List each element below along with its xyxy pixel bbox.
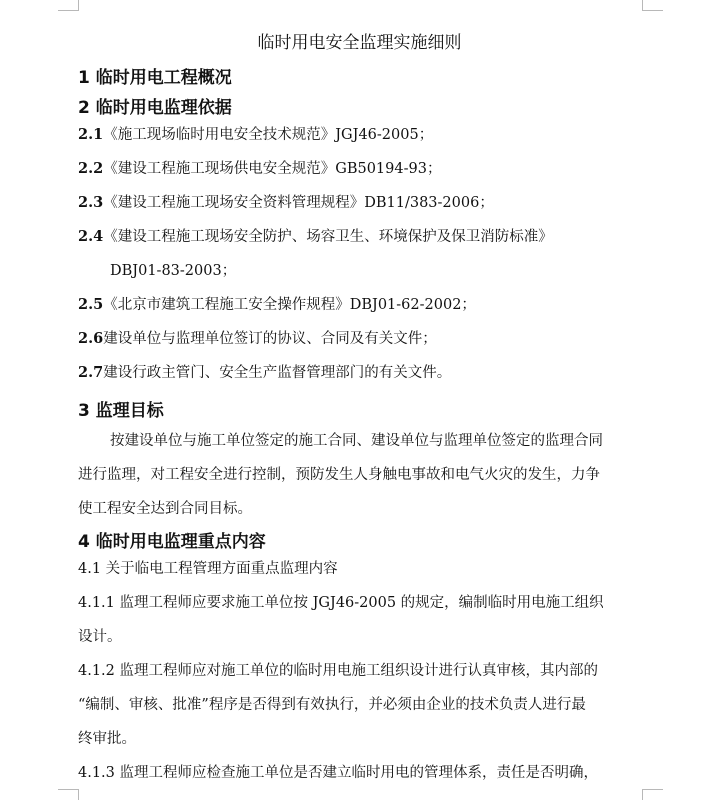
item-text: 《建设工程施工现场供电安全规范》GB50194-93； [103,161,442,177]
paragraph-line: 终审批。 [78,731,136,747]
item-number: 2.5 [78,296,104,313]
list-item [78,123,433,144]
item-text: 《建设工程施工现场安全资料管理规程》DB11/383-2006； [103,195,494,211]
list-item [78,225,553,246]
item-text: 建设行政主管门、安全生产监督管理部门的有关文件。 [103,365,452,381]
item-text: 建设单位与监理单位签订的协议、合同及有关文件； [103,331,437,347]
paragraph-line: 按建设单位与施工单位签定的施工合同、建设单位与监理单位签定的监理合同 [110,433,603,449]
page-corner-mark [58,789,79,800]
item-number: 2.7 [78,364,104,381]
item-number: 2.1 [78,126,104,143]
list-item [78,191,494,212]
section-heading-2: 2 临时用电监理依据 [78,98,232,118]
page-corner-mark [642,0,663,11]
paragraph-line: 进行监理，对工程安全进行控制，预防发生人身触电事故和电气火灾的发生，力争 [78,467,600,483]
item-text: DBJ01-83-2003； [110,263,237,279]
paragraph-line: 使工程安全达到合同目标。 [78,501,252,517]
paragraph-line: 4.1.1 监理工程师应要求施工单位按 JGJ46-2005 的规定，编制临时用电施工组织 [78,595,604,611]
list-item [78,361,451,382]
item-number: 2.3 [78,194,104,211]
page-corner-mark [58,0,79,11]
paragraph-line: 4.1.3 监理工程师应检查施工单位是否建立临时用电的管理体系，责任是否明确， [78,765,599,781]
paragraph-line: 设计。 [78,629,122,645]
item-number: 2.2 [78,160,104,177]
item-text: 《北京市建筑工程施工安全操作规程》DBJ01-62-2002； [103,297,476,313]
item-text: 《施工现场临时用电安全技术规范》JGJ46-2005； [103,127,434,143]
subsection-heading: 4.1 关于临电工程管理方面重点监理内容 [78,561,338,577]
list-item [78,327,437,348]
paragraph-line: “编制、审核、批准”程序是否得到有效执行，并必须由企业的技术负责人进行最 [78,697,586,713]
list-item [78,293,476,314]
document-title: 临时用电安全监理实施细则 [257,33,462,53]
item-number: 2.4 [78,228,104,245]
list-item [78,157,441,178]
section-heading-1: 1 临时用电工程概况 [78,68,232,88]
list-item-continuation [110,259,236,280]
item-number: 2.6 [78,330,104,347]
item-text: 《建设工程施工现场安全防护、场容卫生、环境保护及保卫消防标准》 [103,229,553,245]
section-heading-3: 3 监理目标 [78,401,164,421]
section-heading-4: 4 临时用电监理重点内容 [78,532,266,552]
page-corner-mark [642,789,663,800]
paragraph-line: 4.1.2 监理工程师应对施工单位的临时用电施工组织设计进行认真审核，其内部的 [78,663,599,679]
